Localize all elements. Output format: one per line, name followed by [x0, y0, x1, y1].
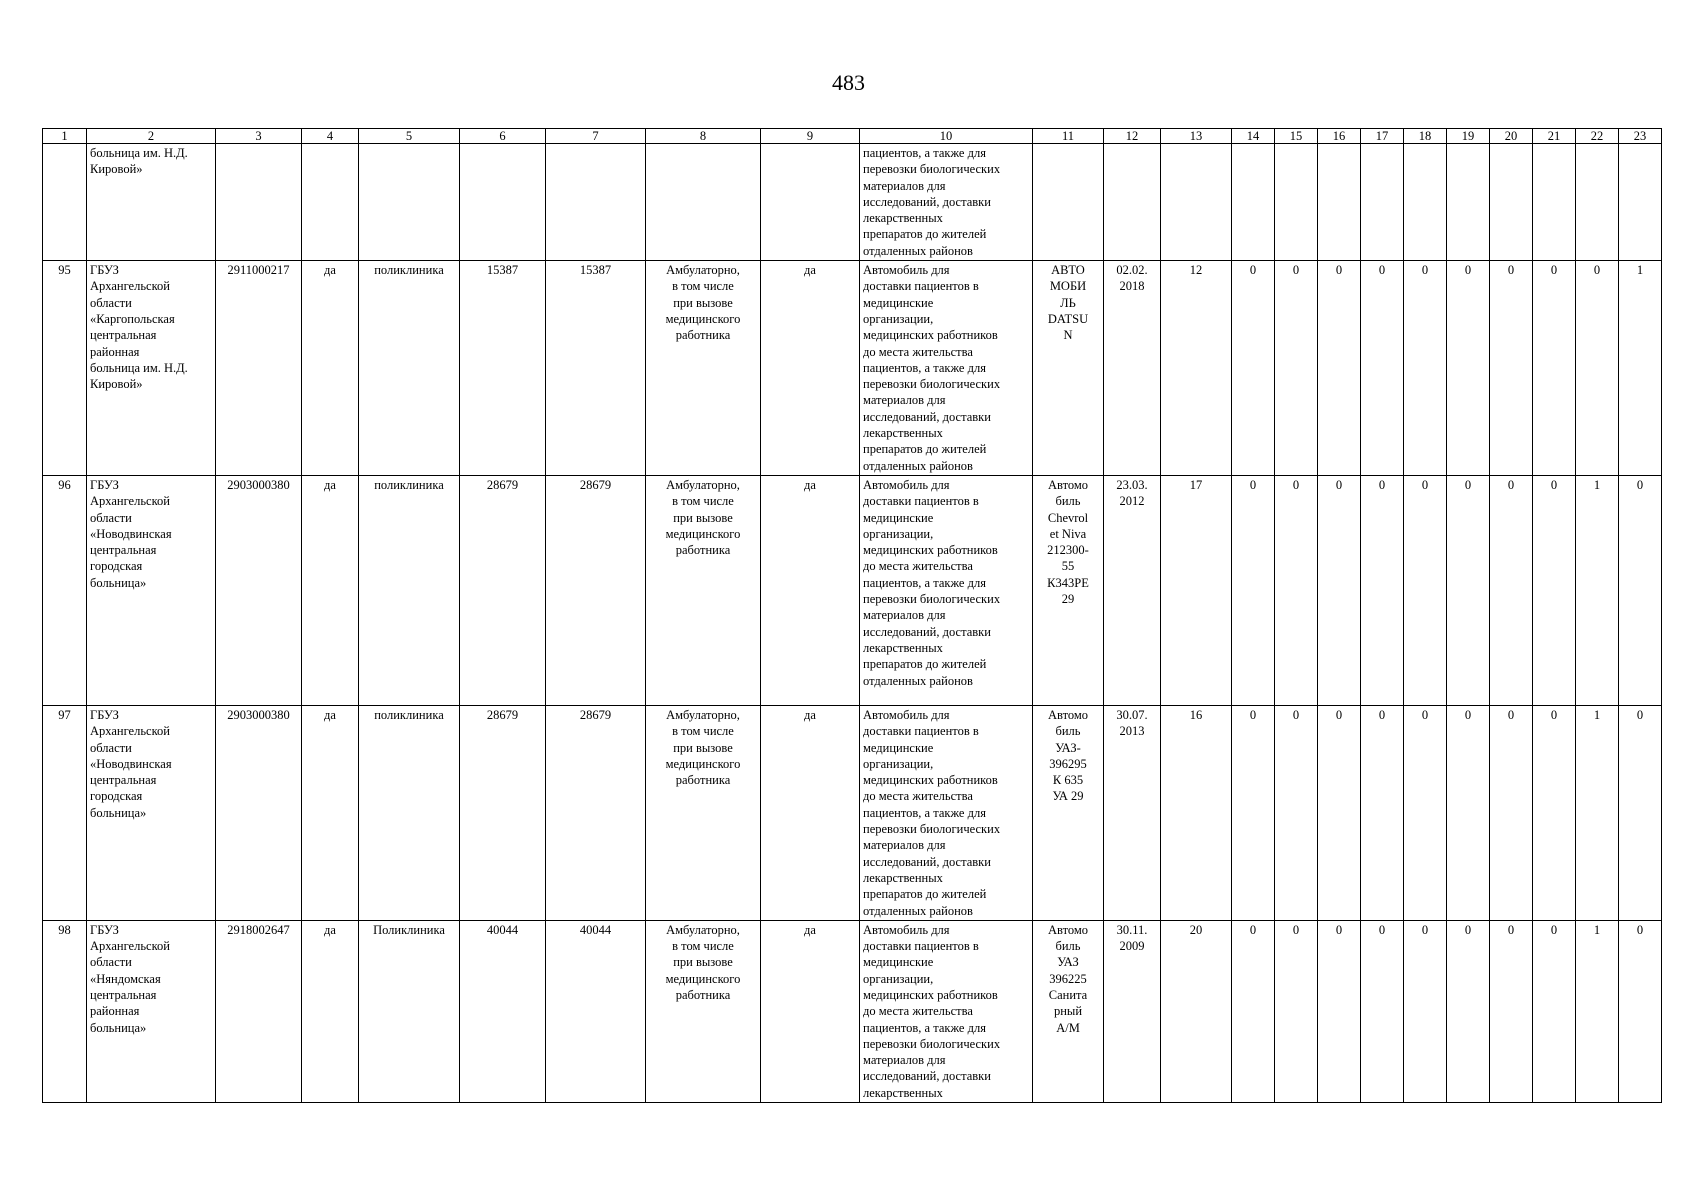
data-table — [42, 128, 1662, 1103]
value-cell: 0 — [1619, 475, 1662, 705]
flag-cell: да — [761, 261, 860, 476]
mode-cell: Амбулаторно, в том числе при вызове медицинского работника — [646, 705, 761, 920]
vehicle-cell: Автомо биль УАЗ- 396295 К 635 УА 29 — [1033, 705, 1104, 920]
table-row — [43, 261, 1662, 476]
flag-cell: да — [302, 920, 359, 1102]
value-cell: 0 — [1318, 705, 1361, 920]
value-cell: 0 — [1619, 920, 1662, 1102]
value-cell: 1 — [1576, 920, 1619, 1102]
column-number-row — [43, 129, 1662, 144]
continuation-row — [43, 144, 1662, 261]
value-cell: 0 — [1447, 475, 1490, 705]
value-cell: 1 — [1576, 475, 1619, 705]
org-name-cell: ГБУЗ Архангельской области «Новодвинская центральная городская больница» — [87, 475, 216, 705]
value-cell: 28679 — [546, 475, 646, 705]
mode-cell: Амбулаторно, в том числе при вызове медицинского работника — [646, 261, 761, 476]
value-cell: 0 — [1318, 261, 1361, 476]
value-cell: 0 — [1232, 920, 1275, 1102]
value-cell: 16 — [1161, 705, 1232, 920]
org-name-cell: больница им. Н.Д. Кировой» — [87, 144, 216, 261]
value-cell: 17 — [1161, 475, 1232, 705]
column-header: 1 — [43, 129, 87, 144]
value-cell: 0 — [1232, 705, 1275, 920]
purpose-cell: Автомобиль для доставки пациентов в медицинские организации, медицинских работников до места жительства пациентов, а также для перевозки биологических материалов для исследований, доставки лекарственных — [860, 920, 1033, 1102]
value-cell: 0 — [1318, 475, 1361, 705]
value-cell: 12 — [1161, 261, 1232, 476]
column-header: 23 — [1619, 129, 1662, 144]
column-header: 19 — [1447, 129, 1490, 144]
date-cell: 02.02. 2018 — [1104, 261, 1161, 476]
value-cell: 0 — [1490, 261, 1533, 476]
value-cell: 0 — [1576, 261, 1619, 476]
value-cell: 0 — [1318, 920, 1361, 1102]
value-cell: 0 — [1619, 705, 1662, 920]
column-header: 17 — [1361, 129, 1404, 144]
column-header: 15 — [1275, 129, 1318, 144]
value-cell: 0 — [1533, 705, 1576, 920]
facility-type-cell: Поликлиника — [359, 920, 460, 1102]
purpose-cell: Автомобиль для доставки пациентов в медицинские организации, медицинских работников до места жительства пациентов, а также для перевозки биологических материалов для исследований, доставки лекарственных препаратов до жителей отдаленных районов — [860, 475, 1033, 705]
value-cell: 0 — [1490, 475, 1533, 705]
org-name-cell: ГБУЗ Архангельской области «Каргопольская центральная районная больница им. Н.Д. Кировой» — [87, 261, 216, 476]
vehicle-cell: Автомо биль УАЗ 396225 Санита рный А/М — [1033, 920, 1104, 1102]
column-header: 6 — [460, 129, 546, 144]
inn-cell: 2918002647 — [216, 920, 302, 1102]
column-header: 3 — [216, 129, 302, 144]
value-cell: 0 — [1275, 705, 1318, 920]
column-header: 20 — [1490, 129, 1533, 144]
value-cell: 0 — [1275, 261, 1318, 476]
flag-cell: да — [761, 705, 860, 920]
date-cell: 30.11. 2009 — [1104, 920, 1161, 1102]
flag-cell: да — [761, 475, 860, 705]
purpose-cell: Автомобиль для доставки пациентов в медицинские организации, медицинских работников до места жительства пациентов, а также для перевозки биологических материалов для исследований, доставки лекарственных препаратов до жителей отдаленных районов — [860, 705, 1033, 920]
row-number-cell: 95 — [43, 261, 87, 476]
mode-cell: Амбулаторно, в том числе при вызове медицинского работника — [646, 475, 761, 705]
vehicle-cell: Автомо биль Chevrol et Niva 212300- 55 К343РЕ 29 — [1033, 475, 1104, 705]
inn-cell: 2903000380 — [216, 475, 302, 705]
vehicle-cell: АВТО МОБИ ЛЬ DATSU N — [1033, 261, 1104, 476]
value-cell: 0 — [1533, 475, 1576, 705]
column-header: 2 — [87, 129, 216, 144]
value-cell: 0 — [1232, 475, 1275, 705]
value-cell: 0 — [1404, 261, 1447, 476]
value-cell: 0 — [1490, 705, 1533, 920]
flag-cell: да — [302, 705, 359, 920]
flag-cell: да — [761, 920, 860, 1102]
value-cell: 0 — [1447, 261, 1490, 476]
value-cell: 28679 — [460, 705, 546, 920]
value-cell: 0 — [1361, 261, 1404, 476]
value-cell: 15387 — [460, 261, 546, 476]
facility-type-cell: поликлиника — [359, 705, 460, 920]
value-cell: 0 — [1490, 920, 1533, 1102]
table-row — [43, 705, 1662, 920]
flag-cell: да — [302, 475, 359, 705]
value-cell: 28679 — [460, 475, 546, 705]
value-cell: 0 — [1275, 920, 1318, 1102]
value-cell: 0 — [1361, 705, 1404, 920]
column-header: 21 — [1533, 129, 1576, 144]
value-cell: 1 — [1576, 705, 1619, 920]
inn-cell: 2911000217 — [216, 261, 302, 476]
column-header: 4 — [302, 129, 359, 144]
facility-type-cell: поликлиника — [359, 261, 460, 476]
column-header: 22 — [1576, 129, 1619, 144]
value-cell: 15387 — [546, 261, 646, 476]
value-cell: 0 — [1447, 705, 1490, 920]
column-header: 8 — [646, 129, 761, 144]
value-cell: 28679 — [546, 705, 646, 920]
value-cell: 0 — [1232, 261, 1275, 476]
value-cell: 0 — [1447, 920, 1490, 1102]
value-cell: 20 — [1161, 920, 1232, 1102]
value-cell: 40044 — [460, 920, 546, 1102]
purpose-cell: пациентов, а также для перевозки биологических материалов для исследований, доставки лекарственных препаратов до жителей отдаленных районов — [860, 144, 1033, 261]
date-cell: 23.03. 2012 — [1104, 475, 1161, 705]
mode-cell: Амбулаторно, в том числе при вызове медицинского работника — [646, 920, 761, 1102]
page-number: 483 — [832, 70, 865, 95]
column-header: 11 — [1033, 129, 1104, 144]
value-cell: 0 — [1361, 920, 1404, 1102]
value-cell: 40044 — [546, 920, 646, 1102]
value-cell: 1 — [1619, 261, 1662, 476]
column-header: 18 — [1404, 129, 1447, 144]
value-cell: 0 — [1533, 920, 1576, 1102]
purpose-cell: Автомобиль для доставки пациентов в медицинские организации, медицинских работников до места жительства пациентов, а также для перевозки биологических материалов для исследований, доставки лекарственных препаратов до жителей отдаленных районов — [860, 261, 1033, 476]
value-cell: 0 — [1533, 261, 1576, 476]
row-number-cell: 96 — [43, 475, 87, 705]
facility-type-cell: поликлиника — [359, 475, 460, 705]
value-cell: 0 — [1404, 705, 1447, 920]
date-cell: 30.07. 2013 — [1104, 705, 1161, 920]
column-header: 9 — [761, 129, 860, 144]
column-header: 16 — [1318, 129, 1361, 144]
table-row — [43, 475, 1662, 705]
column-header: 5 — [359, 129, 460, 144]
column-header: 12 — [1104, 129, 1161, 144]
column-header: 7 — [546, 129, 646, 144]
value-cell: 0 — [1361, 475, 1404, 705]
value-cell: 0 — [1404, 920, 1447, 1102]
column-header: 10 — [860, 129, 1033, 144]
column-header: 14 — [1232, 129, 1275, 144]
org-name-cell: ГБУЗ Архангельской области «Няндомская центральная районная больница» — [87, 920, 216, 1102]
flag-cell: да — [302, 261, 359, 476]
table-row — [43, 920, 1662, 1102]
column-header: 13 — [1161, 129, 1232, 144]
value-cell: 0 — [1275, 475, 1318, 705]
row-number-cell: 98 — [43, 920, 87, 1102]
org-name-cell: ГБУЗ Архангельской области «Новодвинская центральная городская больница» — [87, 705, 216, 920]
value-cell: 0 — [1404, 475, 1447, 705]
inn-cell: 2903000380 — [216, 705, 302, 920]
row-number-cell: 97 — [43, 705, 87, 920]
